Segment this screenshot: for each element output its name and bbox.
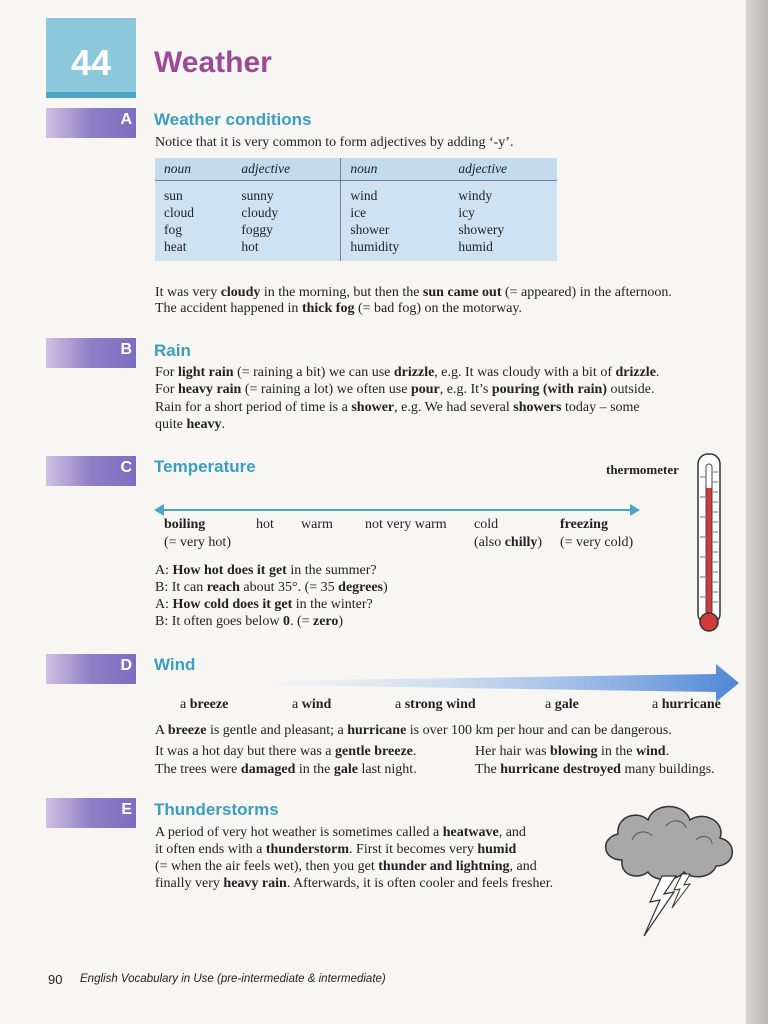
thermometer-icon bbox=[694, 452, 724, 638]
thermometer-label: thermometer bbox=[606, 462, 679, 477]
page-edge bbox=[746, 0, 768, 1024]
section-a-example-1: It was very cloudy in the morning, but then the sun came out (= appeared) in the afternoon. bbox=[155, 285, 672, 300]
scale-cold: cold bbox=[474, 517, 499, 532]
table-header-cell: adjective bbox=[449, 158, 557, 181]
section-c-letter: C bbox=[120, 459, 132, 476]
wind-scale-breeze: a breeze bbox=[180, 697, 229, 712]
scale-hot: hot bbox=[256, 517, 274, 532]
table-cell: ice bbox=[350, 205, 367, 220]
section-b-line-1: For light rain (= raining a bit) we can use drizzle, e.g. It was cloudy with a bit of drizzle. bbox=[155, 365, 660, 380]
dialogue-line: B: It can reach about 35°. (= 35 degrees) bbox=[155, 580, 388, 595]
table-cell: humid bbox=[458, 239, 493, 254]
unit-title: Weather bbox=[154, 46, 272, 79]
wind-scale-wind: a wind bbox=[292, 697, 332, 712]
section-e-line-3: (= when the air feels wet), then you get thunder and lightning, and bbox=[155, 859, 537, 874]
section-b-line-4: quite heavy. bbox=[155, 417, 225, 432]
section-c-heading: Temperature bbox=[154, 457, 256, 476]
table-cell: humidity bbox=[350, 239, 400, 254]
table-header-row bbox=[155, 158, 557, 181]
scale-not-very-warm: not very warm bbox=[365, 517, 447, 532]
section-d-left-2: The trees were damaged in the gale last night. bbox=[155, 762, 417, 777]
table-row bbox=[155, 221, 557, 238]
table-cell: cloud bbox=[164, 205, 194, 220]
weather-conditions-table bbox=[155, 158, 557, 261]
section-b-line-2: For heavy rain (= raining a lot) we often use pour, e.g. It’s pouring (with rain) outside. bbox=[155, 382, 655, 397]
section-b-line-3: Rain for a short period of time is a shower, e.g. We had several showers today – some bbox=[155, 400, 640, 415]
scale-arrow-right-icon bbox=[630, 504, 640, 516]
table-row bbox=[155, 238, 557, 261]
scale-freezing: freezing bbox=[560, 517, 608, 532]
scale-arrow-left-icon bbox=[154, 504, 164, 516]
section-d-right-1: Her hair was blowing in the wind. bbox=[475, 744, 670, 759]
scale-boiling: boiling bbox=[164, 517, 206, 532]
temperature-scale-line bbox=[160, 509, 636, 511]
section-a-example-2: The accident happened in thick fog (= bad fog) on the motorway. bbox=[155, 301, 522, 316]
table-cell: windy bbox=[458, 188, 493, 203]
section-e-line-1: A period of very hot weather is sometimes called a heatwave, and bbox=[155, 825, 526, 840]
scale-boiling-note: (= very hot) bbox=[164, 535, 231, 550]
table-row bbox=[155, 204, 557, 221]
table-cell: heat bbox=[164, 239, 187, 254]
table-cell: shower bbox=[350, 222, 390, 237]
section-d-tab bbox=[46, 654, 136, 684]
wind-scale-strong-wind: a strong wind bbox=[395, 697, 476, 712]
section-a-tab bbox=[46, 108, 136, 138]
table-cell: icy bbox=[458, 205, 475, 220]
table-row bbox=[155, 181, 557, 205]
section-a-heading: Weather conditions bbox=[154, 110, 312, 129]
section-a-letter: A bbox=[120, 111, 132, 128]
section-b-letter: B bbox=[120, 341, 132, 358]
table-cell: cloudy bbox=[232, 204, 340, 221]
scale-cold-note: (also chilly) bbox=[474, 535, 543, 550]
dialogue-line: A: How hot does it get in the summer? bbox=[155, 563, 377, 578]
section-d-letter: D bbox=[120, 657, 132, 674]
section-e-line-4: finally very heavy rain. Afterwards, it is often cooler and feels fresher. bbox=[155, 876, 554, 891]
section-e-letter: E bbox=[121, 801, 132, 818]
unit-number-box bbox=[46, 18, 136, 98]
scale-warm: warm bbox=[301, 517, 333, 532]
dialogue-line: A: How cold does it get in the winter? bbox=[155, 597, 373, 612]
section-b-tab bbox=[46, 338, 136, 368]
table-cell: showery bbox=[458, 222, 505, 237]
table-cell: sunny bbox=[232, 181, 340, 205]
table-cell: fog bbox=[164, 222, 182, 237]
section-d-heading: Wind bbox=[154, 655, 196, 674]
table-cell: sun bbox=[164, 188, 183, 203]
unit-number-underline bbox=[46, 92, 136, 98]
section-c-tab bbox=[46, 456, 136, 486]
dialogue-line: B: It often goes below 0. (= zero) bbox=[155, 614, 344, 629]
section-b-heading: Rain bbox=[154, 341, 191, 360]
scale-freezing-note: (= very cold) bbox=[560, 535, 634, 550]
table-cell: hot bbox=[232, 238, 340, 261]
section-d-left-1: It was a hot day but there was a gentle breeze. bbox=[155, 744, 417, 759]
table-header-cell: noun bbox=[341, 158, 449, 181]
page-number: 90 bbox=[48, 972, 63, 987]
section-e-tab bbox=[46, 798, 136, 828]
section-a-intro: Notice that it is very common to form adjectives by adding ‘-y’. bbox=[155, 135, 514, 150]
wind-scale-gale: a gale bbox=[545, 697, 579, 712]
table-header-cell: noun bbox=[155, 158, 232, 181]
section-d-line-1: A breeze is gentle and pleasant; a hurricane is over 100 km per hour and can be dangerous. bbox=[155, 723, 672, 738]
section-e-line-2: it often ends with a thunderstorm. First it becomes very humid bbox=[155, 842, 517, 857]
wind-scale-hurricane: a hurricane bbox=[652, 697, 721, 712]
section-e-heading: Thunderstorms bbox=[154, 800, 279, 819]
table-header-cell: adjective bbox=[232, 158, 340, 181]
book-title: English Vocabulary in Use (pre-intermediate & intermediate) bbox=[80, 973, 386, 985]
unit-number: 44 bbox=[70, 42, 112, 83]
table-cell: foggy bbox=[232, 221, 340, 238]
section-d-right-2: The hurricane destroyed many buildings. bbox=[475, 762, 715, 777]
storm-cloud-icon bbox=[592, 790, 742, 940]
table-cell: wind bbox=[350, 188, 378, 203]
